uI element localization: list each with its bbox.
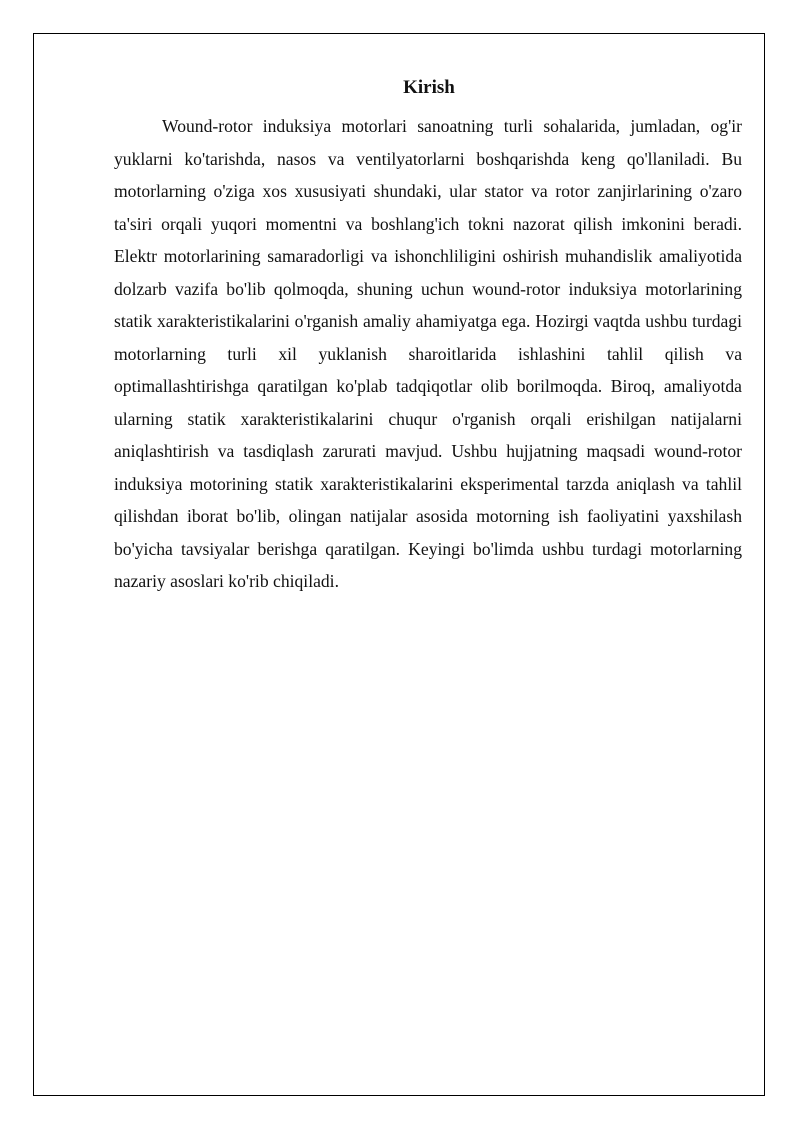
body-paragraph: Wound-rotor induksiya motorlari sanoatning turli sohalarida, jumladan, og'ir yuklarni ko'tarishda, nasos va ventilyatorlarni boshqarishda keng qo'llaniladi. Bu motorlarning o'ziga xos xususiyati shundaki, ular stator va rotor zanjirlarining o'zaro ta'siri orqali yuqori momentni va boshlang'ich tokni nazorat qilish imkonini beradi. Elektr motorlarining samaradorligi va ishonchliligini oshirish muhandislik amaliyotida dolzarb vazifa bo'lib qolmoqda, shuning uchun wound-rotor induksiya motorlarining statik xarakteristikalarini o'rganish amaliy ahamiyatga ega. Hozirgi vaqtda ushbu turdagi motorlarning turli xil yuklanish sharoitlarida ishlashini tahlil qilish va optimallashtirishga qaratilgan ko'plab tadqiqotlar olib borilmoqda. Biroq, amaliyotda ularning statik xarakteristikalarini chuqur o'rganish orqali erishilgan natijalarni aniqlashtirish va tasdiqlash zarurati mavjud. Ushbu hujjatning maqsadi wound-rotor induksiya motorining statik xarakteristikalarini eksperimental tarzda aniqlash va tahlil qilishdan iborat bo'lib, olingan natijalar asosida motorning ish faoliyatini yaxshilash bo'yicha tavsiyalar berishga qaratilgan. Keyingi bo'limda ushbu turdagi motorlarning nazariy asoslari ko'rib chiqiladi. (114, 116, 742, 591)
page-title: Kirish (403, 77, 455, 98)
